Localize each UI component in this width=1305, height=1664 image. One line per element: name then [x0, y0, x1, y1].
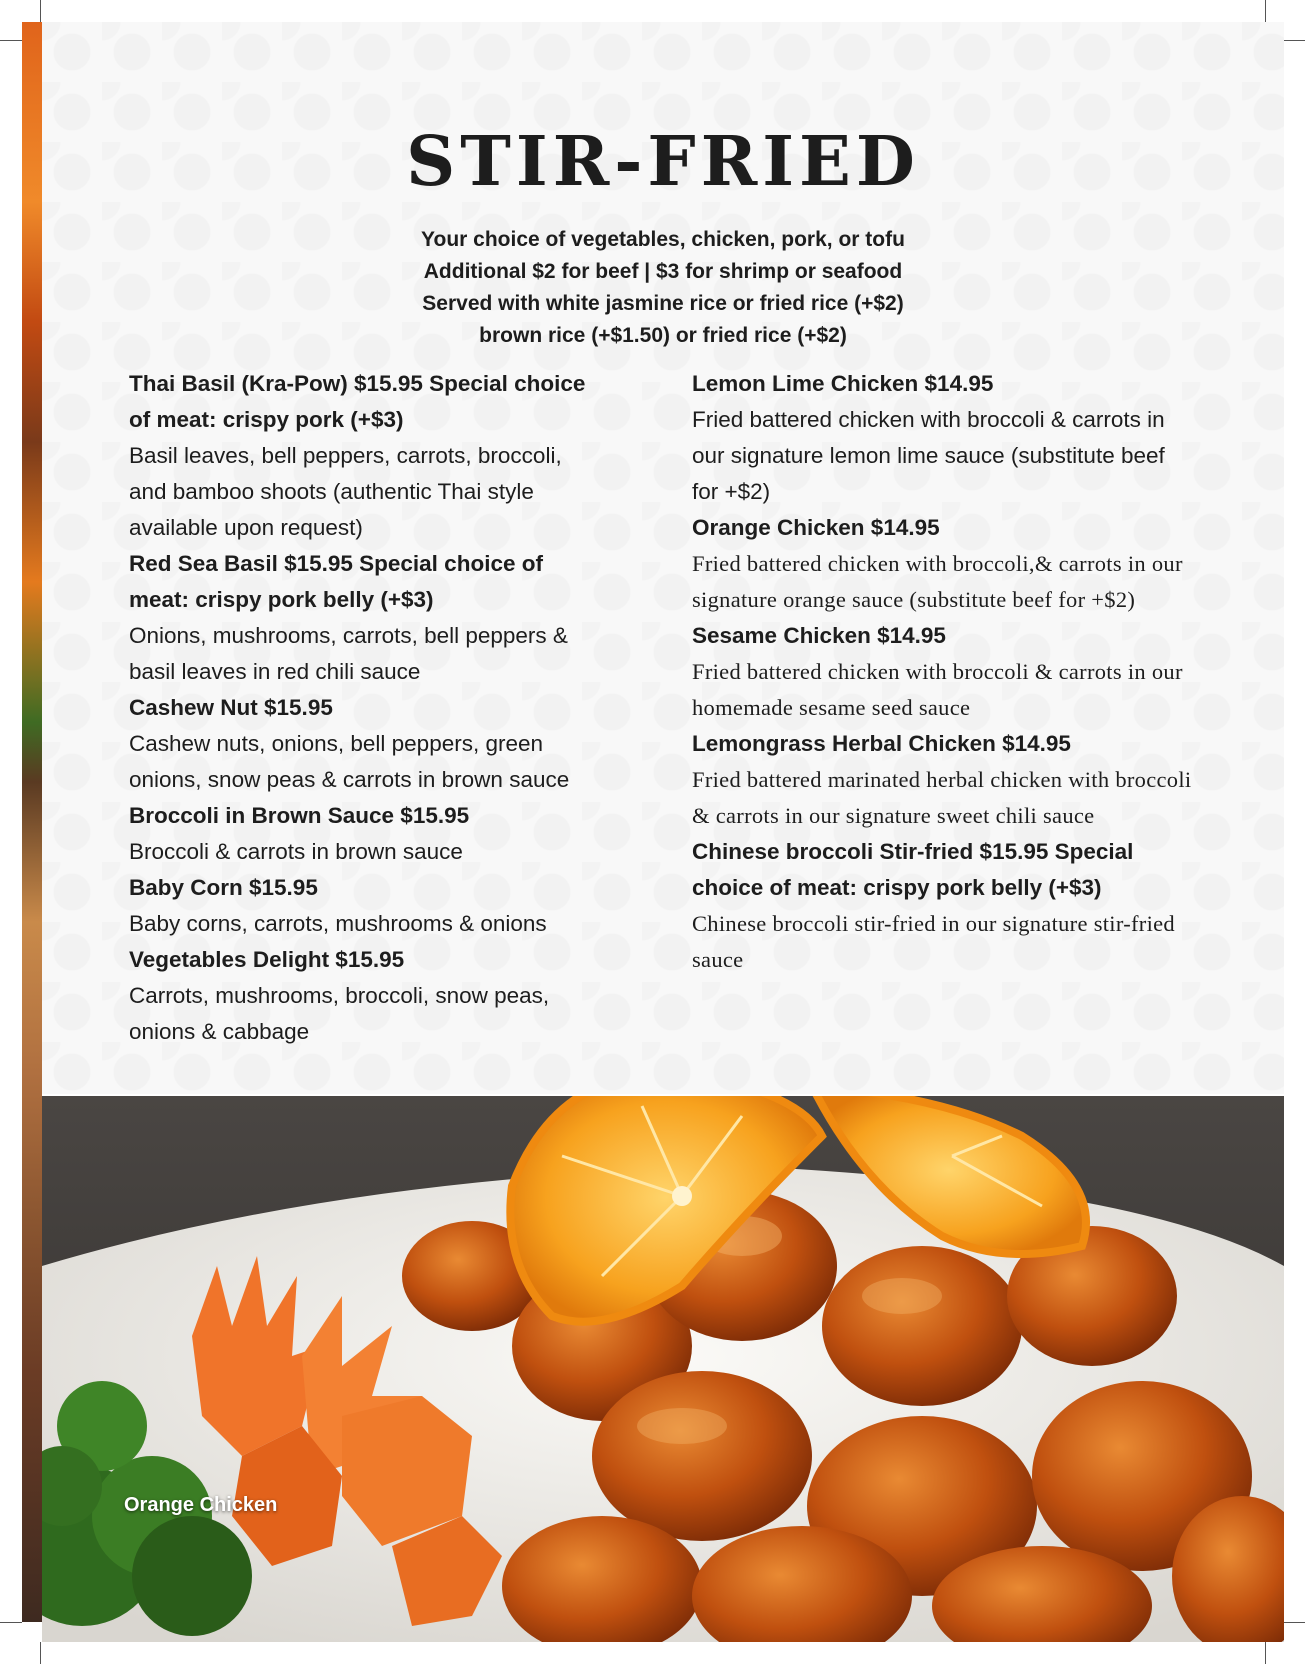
menu-item-desc: Fried battered marinated herbal chicken with broccoli & carrots in our signature sweet chili sauce — [692, 767, 1192, 828]
menu-item-desc: Onions, mushrooms, carrots, bell peppers & basil leaves in red chili sauce — [129, 623, 568, 684]
menu-item — [129, 942, 599, 1050]
menu-item-title: Orange Chicken $14.95 — [692, 515, 940, 540]
menu-item — [692, 366, 1192, 510]
menu-item-desc: Baby corns, carrots, mushrooms & onions — [129, 911, 547, 936]
menu-item-desc: Broccoli & carrots in brown sauce — [129, 839, 463, 864]
menu-item-title: Lemon Lime Chicken $14.95 — [692, 371, 994, 396]
crop-mark-bottom-left-v — [40, 1642, 41, 1664]
menu-item — [692, 726, 1192, 834]
photo-bleed-strip — [22, 22, 42, 1622]
menu-item-title: Red Sea Basil $15.95 Special choice of meat: crispy pork belly (+$3) — [129, 551, 543, 612]
crop-mark-bottom-right-h — [1284, 1622, 1305, 1623]
menu-item — [129, 690, 599, 798]
crop-mark-bottom-right-v — [1265, 1642, 1266, 1664]
photo-caption: Orange Chicken — [124, 1494, 278, 1516]
intro-line: brown rice (+$1.50) or fried rice (+$2) — [479, 324, 847, 347]
menu-item — [129, 870, 599, 942]
menu-item-title: Cashew Nut $15.95 — [129, 695, 333, 720]
menu-item-title: Lemongrass Herbal Chicken $14.95 — [692, 731, 1071, 756]
menu-column-right — [692, 366, 1192, 978]
crop-mark-top-left-v — [40, 0, 41, 22]
menu-item-title: Chinese broccoli Stir-fried $15.95 Special choice of meat: crispy pork belly (+$3) — [692, 839, 1134, 900]
intro-block — [42, 224, 1284, 352]
menu-item — [692, 510, 1192, 618]
menu-item-desc: Carrots, mushrooms, broccoli, snow peas, onions & cabbage — [129, 983, 550, 1044]
intro-line: Served with white jasmine rice or fried rice (+$2) — [422, 292, 904, 315]
intro-line: Your choice of vegetables, chicken, pork, or tofu — [421, 228, 905, 251]
page-title: STIR-FRIED — [406, 122, 920, 202]
food-illustration — [42, 1096, 1284, 1642]
menu-item-desc: Cashew nuts, onions, bell peppers, green onions, snow peas & carrots in brown sauce — [129, 731, 570, 792]
crop-mark-top-right-h — [1284, 40, 1305, 41]
menu-item-desc: Chinese broccoli stir-fried in our signature stir-fried sauce — [692, 911, 1175, 972]
menu-item-title: Thai Basil (Kra-Pow) $15.95 Special choice of meat: crispy pork (+$3) — [129, 371, 586, 432]
menu-item-desc: Basil leaves, bell peppers, carrots, broccoli, and bamboo shoots (authentic Thai style available upon request) — [129, 443, 562, 540]
menu-item-title: Vegetables Delight $15.95 — [129, 947, 405, 972]
crop-mark-top-left-h — [0, 40, 22, 41]
menu-item — [692, 834, 1192, 978]
menu-item-desc: Fried battered chicken with broccoli & carrots in our signature lemon lime sauce (substitute beef for +$2) — [692, 407, 1165, 504]
menu-item-title: Baby Corn $15.95 — [129, 875, 318, 900]
menu-item-desc: Fried battered chicken with broccoli & carrots in our homemade sesame seed sauce — [692, 659, 1183, 720]
menu-item — [129, 798, 599, 870]
menu-item — [692, 618, 1192, 726]
menu-column-left — [129, 366, 599, 1050]
menu-item — [129, 546, 599, 690]
intro-line: Additional $2 for beef | $3 for shrimp or seafood — [423, 260, 903, 283]
menu-item-desc: Fried battered chicken with broccoli,& carrots in our signature orange sauce (substitute beef for +$2) — [692, 551, 1183, 612]
menu-item — [129, 366, 599, 546]
crop-mark-top-right-v — [1265, 0, 1266, 22]
crop-mark-bottom-left-h — [0, 1622, 22, 1623]
menu-item-title: Sesame Chicken $14.95 — [692, 623, 946, 648]
orange-chicken-photo — [42, 1096, 1284, 1642]
menu-item-title: Broccoli in Brown Sauce $15.95 — [129, 803, 470, 828]
